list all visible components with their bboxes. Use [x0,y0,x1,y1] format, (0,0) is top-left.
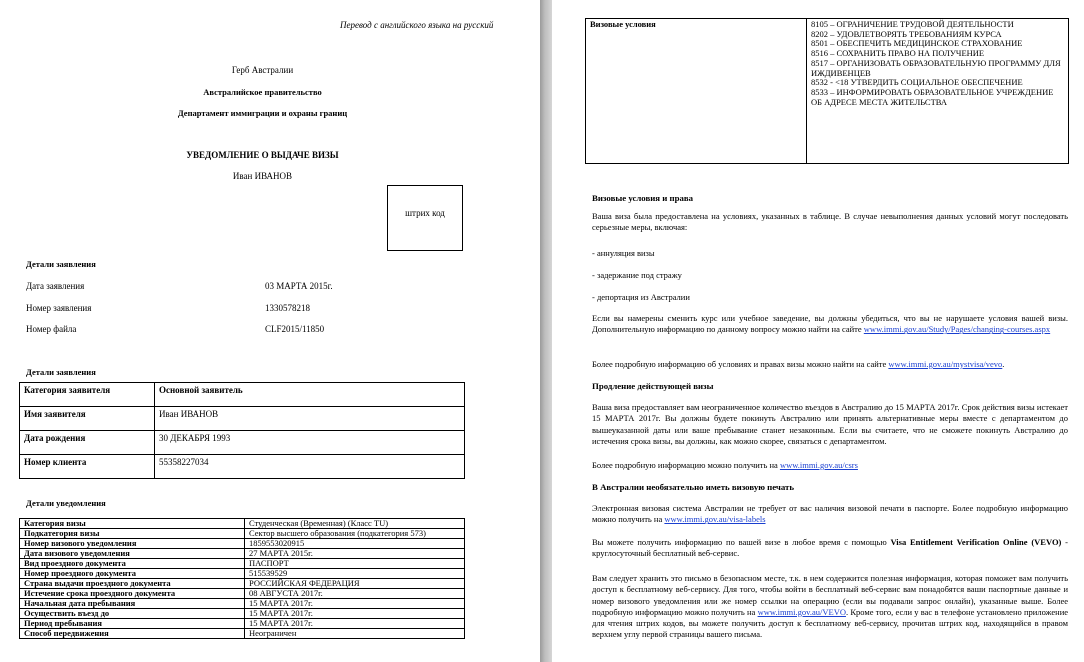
table-row [20,579,465,589]
condition-item: 8517 – ОРГАНИЗОВАТЬ ОБРАЗОВАТЕЛЬНУЮ ПРОГРАММУ ДЛЯ ИЖДИВЕНЦЕВ [811,57,1061,78]
vevo-text-end: - круглосуточный бесплатный веб-сервис. [592,537,1069,559]
notification-number-value: 1859553020915 [245,539,465,549]
vevo-link[interactable]: www.immi.gov.au/mystvisa/vevo [888,359,1003,369]
applicant-details-heading: Детали заявления [26,367,96,377]
bullet-detention: - задержание под стражу [592,270,682,280]
travel-mode-label: Способ передвижения [20,629,245,639]
applicant-category-value: Основной заявитель [155,383,465,407]
bullet-cancel: - аннуляция визы [592,248,655,258]
more-info-text: Более подробную информацию об условиях и правах визы можно найти на сайте [592,359,887,369]
visa-labels-link[interactable]: www.immi.gov.au/visa-labels [664,514,766,525]
travel-mode-value: Неограничен [245,629,465,639]
condition-item: 8501 – ОБЕСПЕЧИТЬ МЕДИЦИНСКОЕ СТРАХОВАНИЕ [811,38,1023,49]
table-row [20,609,465,619]
table-row [20,529,465,539]
issuing-country-label: Страна выдачи проездного документа [20,579,245,589]
table-row [20,569,465,579]
application-date-value: 03 МАРТА 2015г. [265,281,333,291]
page-title: УВЕДОМЛЕНИЕ О ВЫДАЧЕ ВИЗЫ [186,150,339,160]
barcode-label: штрих код [405,208,445,218]
visa-category-value: Студенческая (Временная) (Класс TU) [245,519,465,529]
barcode-placeholder [387,185,463,251]
document-type-value: ПАСПОРТ [245,559,465,569]
government-name: Австралийское правительство [203,87,322,97]
document-type-label: Вид проездного документа [20,559,245,569]
condition-item: 8516 – СОХРАНИТЬ ПРАВО НА ПОЛУЧЕНИЕ [811,48,985,59]
coat-of-arms-caption: Герб Австралии [231,65,294,75]
condition-item: 8105 – ОГРАНИЧЕНИЕ ТРУДОВОЙ ДЕЯТЕЛЬНОСТИ [811,19,1014,29]
file-number-value: CLF2015/11850 [265,324,325,334]
csrs-link[interactable]: www.immi.gov.au/csrs [779,460,858,470]
applicant-name-value: Иван ИВАНОВ [155,407,465,431]
vevo-upper-link[interactable]: www.immi.gov.au/VEVO [757,606,846,617]
applicant-category-label: Категория заявителя [20,383,155,407]
extension-info-paragraph [592,460,1068,471]
vevo-name: Visa Entitlement Verification Online (VEVO) [890,537,1062,547]
client-number-value: 55358227034 [155,455,465,479]
department-name: Департамент иммиграции и охраны границ [177,108,348,118]
visa-conditions-list [807,19,1069,164]
stay-period-value: 15 МАРТА 2017г. [245,619,465,629]
table-row [586,19,1069,164]
bullet-deportation: - депортация из Австралии [592,292,690,302]
course-change-link[interactable]: www.immi.gov.au/Study/Pages/changing-courses.aspx [863,324,1051,335]
table-row [20,599,465,609]
visa-extension-heading: Продление действующей визы [592,381,714,391]
keep-letter-paragraph [592,573,1068,641]
visa-category-label: Категория визы [20,519,245,529]
applicant-table [19,382,465,479]
vevo-paragraph [592,537,1068,560]
visa-label-paragraph [592,503,1068,526]
vevo-text-start: Вы можете получить информацию по вашей визе в любое время с помощью [592,537,887,547]
visa-conditions-label: Визовые условия [586,19,807,164]
condition-item: 8532 - <18 УТВЕРДИТЬ СОЦИАЛЬНОЕ ОБЕСПЕЧЕНИЕ [811,77,1023,88]
translation-note: Перевод с английского языка на русский [340,20,494,30]
conditions-intro: Ваша виза была предоставлена на условиях, указанных в таблице. В случае невыполнения данных условий могут последовать серьезные меры, включая: [592,211,1068,233]
table-row [20,407,465,431]
application-details-heading: Детали заявления [26,259,96,269]
keep-letter-text: Вам следует хранить это письмо в безопасном месте, т.к. в нем содержится полезная информация, которая поможет вам получить доступ к бесплатному веб-сервису. Для того, чтобы войти в бесплатный веб-сервис вам понадобятся ваши паспортные данные и номер визового уведомления или же номер ссылки на операцию (если вы подавали запрос онлайн), указанные выше. Более подробную информацию можно получить на [592,573,1068,617]
person-name: Иван ИВАНОВ [232,171,293,181]
course-change-paragraph [592,313,1068,336]
page-gutter [540,0,552,662]
visa-label-heading: В Австралии необязательно иметь визовую печать [592,482,794,492]
table-row [20,629,465,639]
enter-before-value: 15 МАРТА 2017г. [245,609,465,619]
table-row [20,589,465,599]
document-page-1 [0,0,540,662]
table-row [20,549,465,559]
application-number-value: 1330578218 [265,303,310,313]
conditions-rights-heading: Визовые условия и права [592,193,694,203]
condition-item: 8533 – ИНФОРМИРОВАТЬ ОБРАЗОВАТЕЛЬНОЕ УЧРЕЖДЕНИЕ ОБ АДРЕСЕ МЕСТА ЖИТЕЛЬСТВА [811,86,1054,107]
notification-number-label: Номер визового уведомления [20,539,245,549]
document-expiry-value: 08 АВГУСТА 2017г. [245,589,465,599]
visa-extension-text: Ваша виза предоставляет вам неограниченное количество въездов в Австралию до 15 МАРТА 2017г. Срок действия визы истекает 15 МАРТА 2017г. Вы должны будете покинуть Австралию или принять альтернативные меры вместе с департаментом до вышеуказанной даты или ваше пребывание станет незаконным. Если вы считаете, что не сможете покинуть Австралию до истечения срока визы, вы должны, как можно скорее, связаться с департаментом. [592,402,1068,446]
start-date-value: 15 МАРТА 2017г. [245,599,465,609]
table-row [20,431,465,455]
table-row [20,559,465,569]
table-row [20,519,465,529]
stay-period-label: Период пребывания [20,619,245,629]
more-info-paragraph [592,359,1068,370]
visa-subcategory-value: Сектор высшего образования (подкатегория 573) [245,529,465,539]
table-row [20,383,465,407]
visa-subcategory-label: Подкатегория визы [20,529,245,539]
document-expiry-label: Истечение срока проездного документа [20,589,245,599]
document-number-label: Номер проездного документа [20,569,245,579]
notification-date-label: Дата визового уведомления [20,549,245,559]
enter-before-label: Осуществить въезд до [20,609,245,619]
more-info-end: . [1002,359,1005,369]
document-page-2 [552,0,1084,662]
start-date-label: Начальная дата пребывания [20,599,245,609]
application-date-label: Дата заявления [26,281,85,291]
table-row [20,539,465,549]
document-number-value: 515539529 [245,569,465,579]
birth-date-label: Дата рождения [20,431,155,455]
visa-conditions-table [585,18,1069,164]
notification-date-value: 27 МАРТА 2015г. [245,549,465,559]
notification-table [19,518,465,639]
applicant-name-label: Имя заявителя [20,407,155,431]
visa-label-text: Электронная визовая система Австралии не требует от вас наличия визовой печати в паспорте. Более подробную информацию можно получить на [592,503,1068,525]
client-number-label: Номер клиента [20,455,155,479]
application-number-label: Номер заявления [26,303,92,313]
notification-details-heading: Детали уведомления [26,498,106,508]
course-change-text: Если вы намерены сменить курс или учебное заведение, вы должны убедиться, что вы не нарушаете условия вашей визы. Дополнительную информацию по данному вопросу можно найти на сайте [592,313,1068,335]
condition-item: 8202 – УДОВЛЕТВОРЯТЬ ТРЕБОВАНИЯМ КУРСА [811,28,1002,39]
issuing-country-value: РОССИЙСКАЯ ФЕДЕРАЦИЯ [245,579,465,589]
keep-letter-text-end: . Кроме того, если у вас в телефоне установлено приложение для чтения штрих кодов, вы можете получить доступ к бесплатному веб-сервису, прочитав штрих код, находящийся в правом верхнем углу первой страницы вашего письма. [592,606,1069,640]
table-row [20,455,465,479]
table-row [20,619,465,629]
file-number-label: Номер файла [26,324,77,334]
extension-info-text: Более подробную информацию можно получить на [592,460,778,470]
birth-date-value: 30 ДЕКАБРЯ 1993 [155,431,465,455]
